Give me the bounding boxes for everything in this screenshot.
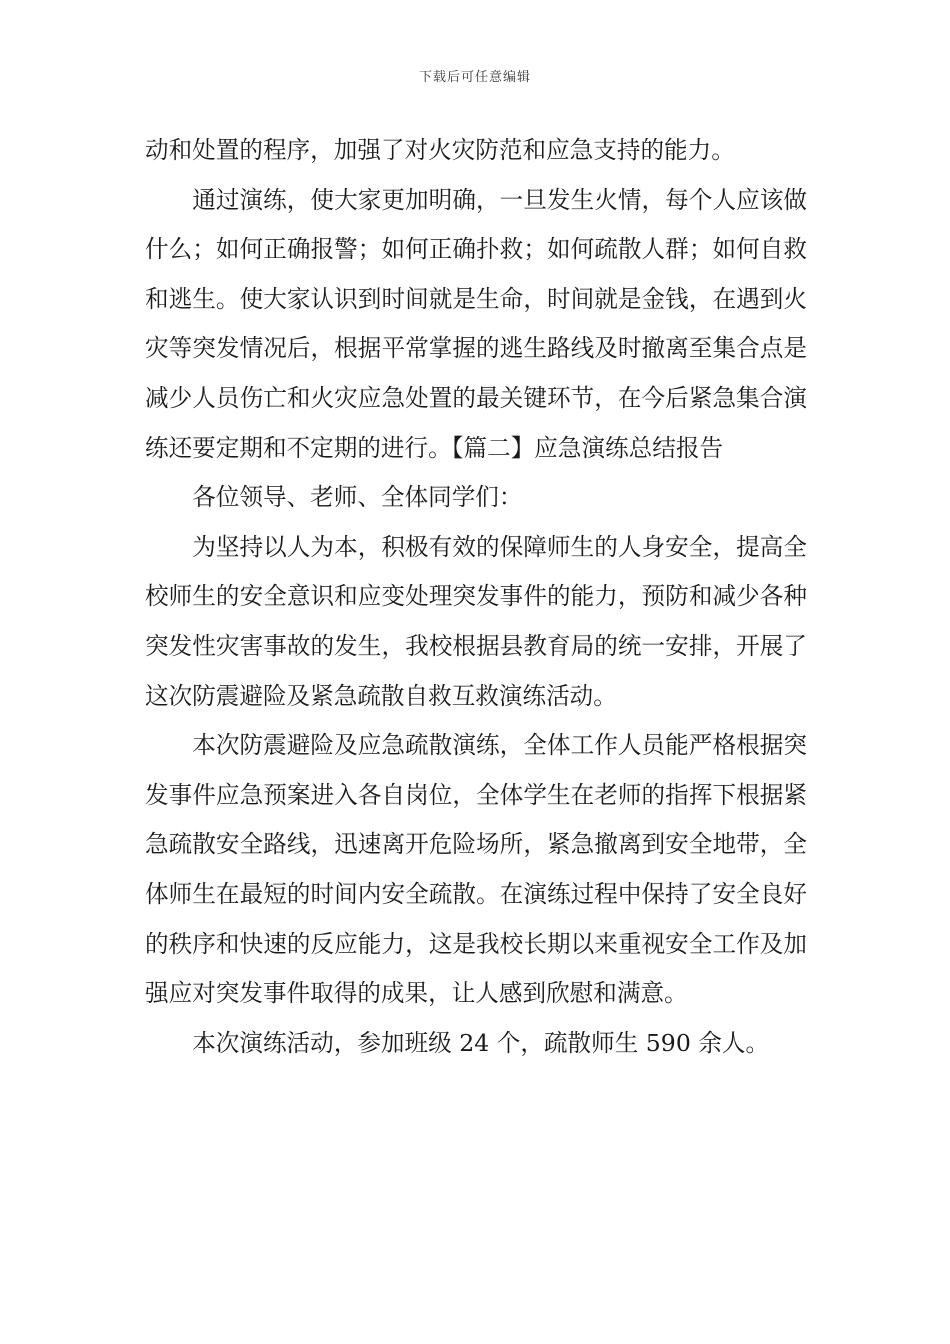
paragraph-continuation: 动和处置的程序，加强了对火灾防范和应急支持的能力。 bbox=[145, 136, 735, 164]
paragraph-drill-statistics: 本次演练活动，参加班级 24 个，疏散师生 590 余人。 bbox=[192, 1028, 770, 1057]
paragraph-drill-purpose: 通过演练，使大家更加明确，一旦发生火情，每个人应该做什么；如何正确报警；如何正确扑救；如何疏散人群；如何自救和逃生。使大家认识到时间就是生命，时间就是金钱，在遇到火灾等突发情况后，根据平常掌握的逃生路线及时撤离至集合点是减少人员伤亡和火灾应急处置的最关键环节，在今后紧急集合演练还要定期和不定期的进行。【篇二】应急演练总结报告 bbox=[145, 185, 807, 462]
paragraph-drill-background: 为坚持以人为本，积极有效的保障师生的人身安全，提高全校师生的安全意识和应变处理突发事件的能力，预防和减少各种突发性灾害事故的发生，我校根据县教育局的统一安排，开展了这次防震避险及紧急疏散自救互救演练活动。 bbox=[145, 532, 807, 710]
document-body bbox=[145, 126, 807, 1068]
paragraph-salutation: 各位领导、老师、全体同学们： bbox=[192, 483, 523, 512]
page-header-note: 下载后可任意编辑 bbox=[418, 70, 531, 85]
paragraph-drill-process: 本次防震避险及应急疏散演练，全体工作人员能严格根据突发事件应急预案进入各自岗位，全体学生在老师的指挥下根据紧急疏散安全路线，迅速离开危险场所，紧急撤离到安全地带，全体师生在最短的时间内安全疏散。在演练过程中保持了安全良好的秩序和快速的反应能力，这是我校长期以来重视安全工作及加强应对突发事件取得的成果，让人感到欣慰和满意。 bbox=[145, 731, 807, 1008]
